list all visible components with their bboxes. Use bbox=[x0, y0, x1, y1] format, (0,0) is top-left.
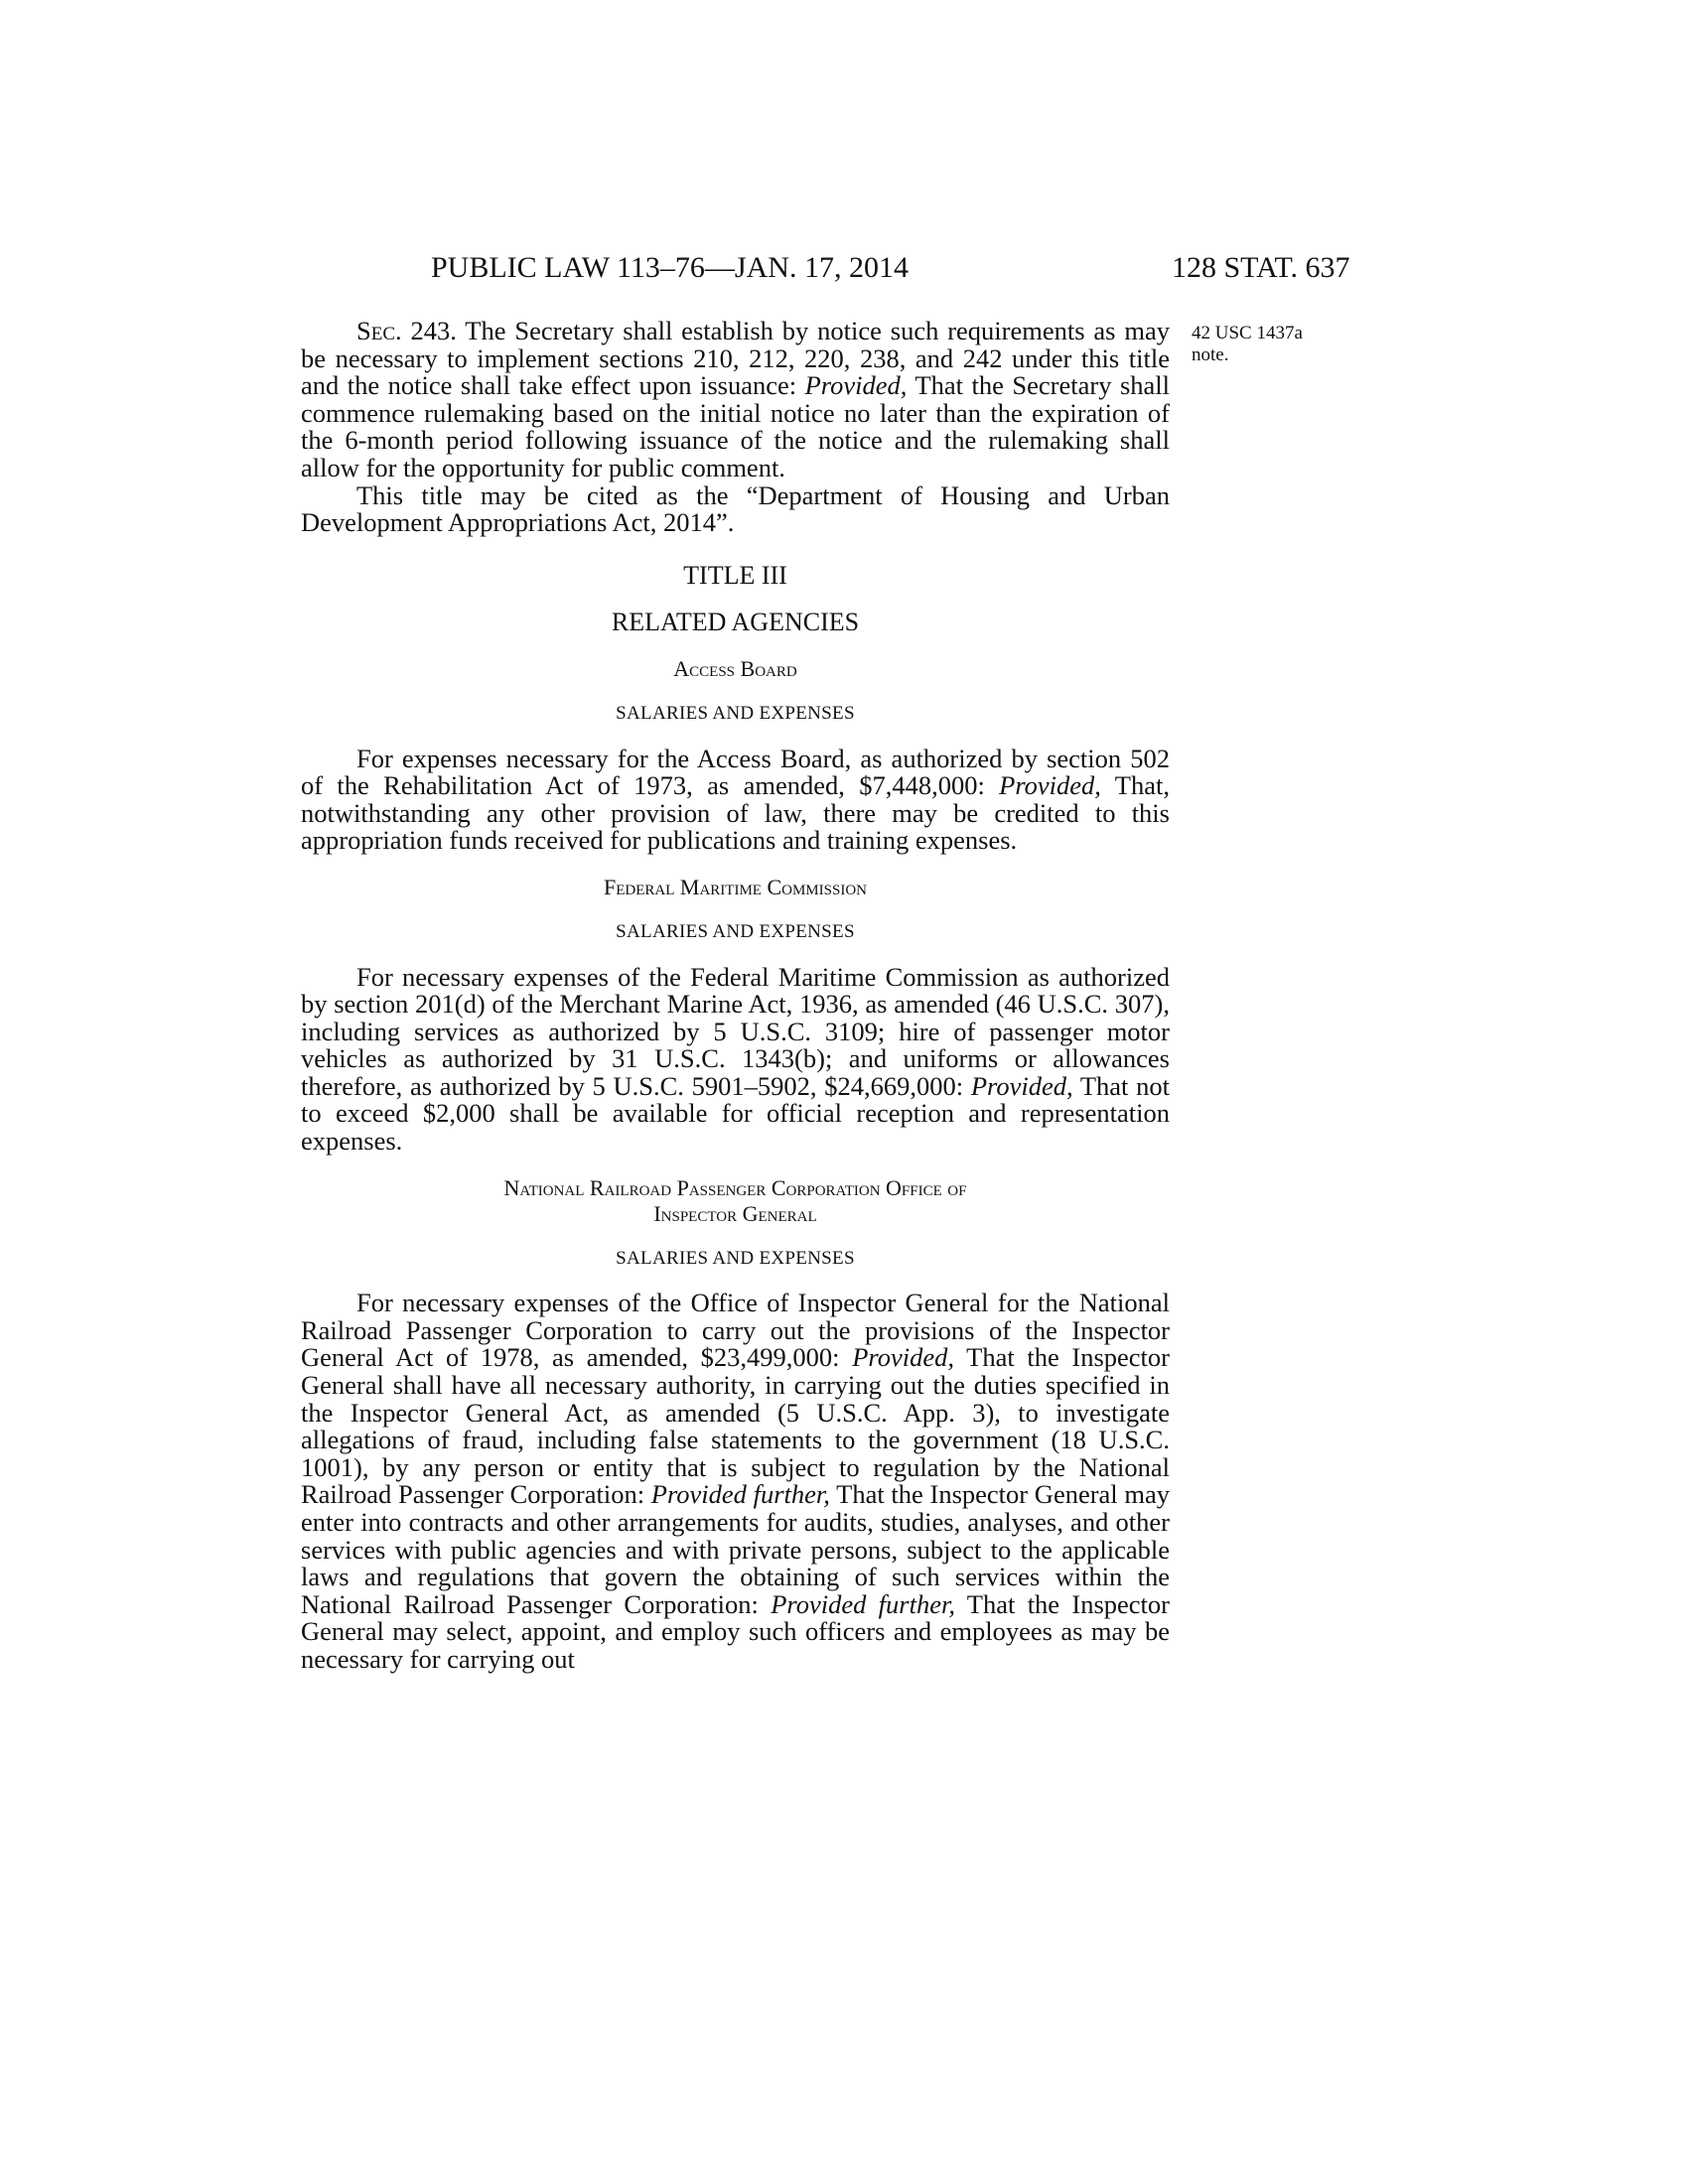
section-243-text-continued: That the Secretary shall commence rulemaking based on the initial notice no later than the expiration of the 6-month period following issuance of the notice and the rulemaking shall allow for the opportunity for public comment. bbox=[301, 370, 1171, 482]
access-board-paragraph bbox=[301, 743, 1170, 856]
amtrak-oig-text: For necessary expenses of the Office of Inspector General for the National Railroad Passenger Corporation to carry out the provisions of the Inspector General Act of 1978, as amended, $23,499,000: bbox=[301, 1288, 1170, 1373]
short-title-paragraph: This title may be cited as the “Department of Housing and Urban Development Appropriations Act, 2014”. bbox=[301, 479, 1170, 538]
body-text bbox=[301, 318, 1170, 1674]
access-board-text: For expenses necessary for the Access Board, as authorized by section 502 of the Rehabilitation Act of 1973, as amended, $7,448,000: bbox=[301, 743, 1170, 801]
title-heading: TITLE III bbox=[683, 560, 787, 590]
section-243-text: The Secretary shall establish by notice such requirements as may be necessary to implement sections 210, 212, 220, 238, and 242 under this title and the notice shall take effect upon issuance: bbox=[301, 316, 1170, 401]
provided-italic: Provided, bbox=[999, 770, 1101, 801]
amtrak-oig-heading bbox=[301, 1175, 1170, 1227]
amtrak-oig-text-2: That the Inspector General shall have all necessary authority, in carrying out the duties specified in the Inspector General Act, as amended (5 U.S.C. App. 3), to investigate allegations of fraud, including false statements to the government (18 U.S.C. 1001), by any person or entity that is subject to regulation by the National Railroad Passenger Corporation: bbox=[301, 1342, 1170, 1510]
page-header bbox=[0, 251, 1688, 291]
statute-page-number: 128 STAT. 637 bbox=[1172, 251, 1350, 284]
amtrak-oig-heading-line2: Inspector General bbox=[653, 1200, 817, 1226]
amtrak-oig-text-3: That the Inspector General may enter into contracts and other arrangements for audits, studies, analyses, and other services with public agencies and with private persons, subject to the applicable laws and regulations that govern the obtaining of such services within the National Railroad Passenger Corporation: bbox=[301, 1479, 1170, 1619]
fmc-heading: Federal Maritime Commission bbox=[604, 874, 867, 899]
section-243-paragraph bbox=[301, 318, 1170, 482]
provided-italic: Provided, bbox=[804, 370, 908, 401]
margin-note bbox=[1192, 323, 1340, 366]
running-head-title: PUBLIC LAW 113–76—JAN. 17, 2014 bbox=[431, 251, 909, 284]
related-agencies-heading: RELATED AGENCIES bbox=[611, 608, 860, 637]
access-board-text-continued: That, notwithstanding any other provision of law, there may be credited to this appropriation funds received for publications and training expenses. bbox=[301, 770, 1170, 856]
provided-italic: Provided, bbox=[852, 1342, 954, 1373]
margin-note-citation: 42 USC 1437a bbox=[1192, 323, 1303, 343]
fmc-subhead: SALARIES AND EXPENSES bbox=[616, 920, 855, 942]
amtrak-oig-heading-line1: National Railroad Passenger Corporation Office of bbox=[503, 1174, 967, 1200]
provided-further-italic: Provided further, bbox=[650, 1479, 830, 1510]
fmc-text: For necessary expenses of the Federal Maritime Commission as authorized by section 201(d) of the Merchant Marine Act, 1936, as amended (46 U.S.C. 307), including services as authorized by 5 U.S.C. 3109; hire of passenger motor vehicles as authorized by 31 U.S.C. 1343(b); and uniforms or allowances therefore, as authorized by 5 U.S.C. 5901–5902, $24,669,000: bbox=[301, 961, 1170, 1101]
margin-note-label: note. bbox=[1192, 344, 1229, 365]
access-board-subhead: SALARIES AND EXPENSES bbox=[616, 702, 855, 724]
amtrak-oig-paragraph bbox=[301, 1290, 1170, 1673]
provided-further-italic: Provided further, bbox=[771, 1588, 955, 1619]
access-board-heading: Access Board bbox=[673, 655, 797, 681]
section-label: Sec. 243. bbox=[356, 316, 457, 345]
amtrak-oig-subhead: SALARIES AND EXPENSES bbox=[616, 1247, 855, 1269]
fmc-text-continued: That not to exceed $2,000 shall be available for official reception and representation expenses. bbox=[301, 1070, 1170, 1157]
provided-italic: Provided, bbox=[970, 1070, 1073, 1101]
amtrak-oig-text-4: That the Inspector General may select, appoint, and employ such officers and employees as may be necessary for carrying out bbox=[301, 1588, 1170, 1674]
fmc-paragraph bbox=[301, 961, 1170, 1157]
